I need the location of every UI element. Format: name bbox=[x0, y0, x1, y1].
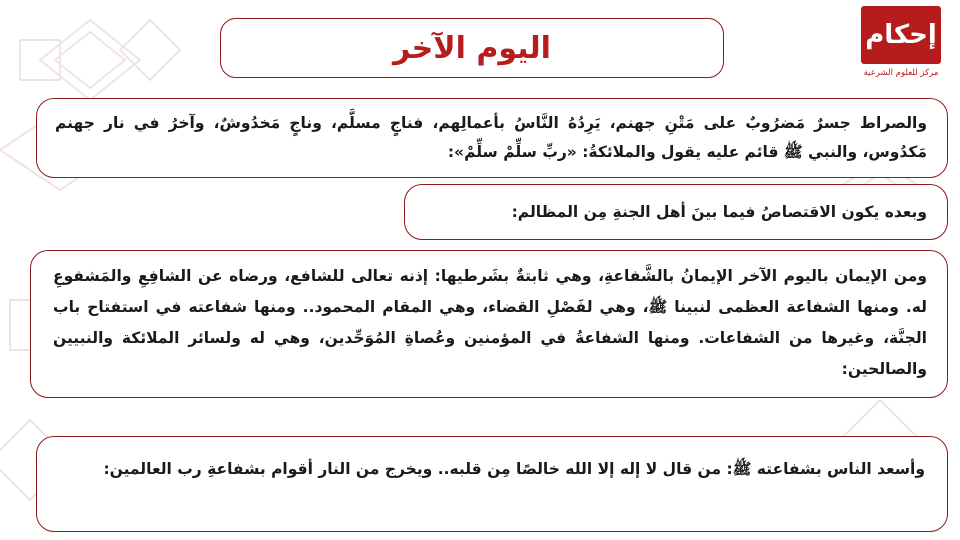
text-box-4 bbox=[36, 436, 948, 532]
logo-mark bbox=[861, 6, 941, 64]
title-box bbox=[220, 18, 724, 78]
paragraph-4: وأسعد الناس بشفاعته ﷺ: من قال لا إله إلا الله خالصًا مِن قلبه.. ويخرج من النار أقوام بشفاعةِ رب العالمين: bbox=[103, 460, 925, 478]
logo-subtitle: مركز للعلوم الشرعية bbox=[863, 68, 939, 78]
text-box-1 bbox=[36, 98, 948, 178]
text-box-2 bbox=[404, 184, 948, 240]
slide-title: اليوم الآخر bbox=[393, 30, 551, 66]
paragraph-1: والصراط جسرٌ مَضرُوبٌ على مَتْنِ جهنم، يَرِدُهُ النَّاسُ بأعمالِهم، فناجٍ مسلَّم، وناجٍ مَخدُوشٌ، وآخرُ في نار جهنم مَكدُوس، والنبي ﷺ قائم عليه يقول والملائكةُ: «ربِّ سلِّمْ سلِّمْ»: bbox=[55, 114, 927, 161]
paragraph-2: وبعده يكون الاقتصاصُ فيما بينَ أهل الجنةِ مِن المظالم: bbox=[511, 203, 927, 221]
paragraph-3: ومن الإيمان باليوم الآخر الإيمانُ بالشَّفاعةِ، وهي ثابتةٌ بشَرطيها: إذنه تعالى للشافع، ورضاه عن الشافِعِ والمَشفوعِ له. ومنها الشفاعة العظمى لنبينا ﷺ، وهي لفَصْلِ القضاء، وهي المقام المحمود.. ومنها شفاعته في استفتاح باب الجنَّة، وغيرها من الشفاعات. ومنها الشفاعةُ في المؤمنين وعُصاةِ المُوَحِّدين، وهي له ولسائر الملائكة والنبيين والصالحين: bbox=[53, 267, 927, 378]
logo bbox=[856, 6, 946, 90]
logo-mark-text: إحكام bbox=[865, 20, 937, 50]
text-box-3 bbox=[30, 250, 948, 398]
